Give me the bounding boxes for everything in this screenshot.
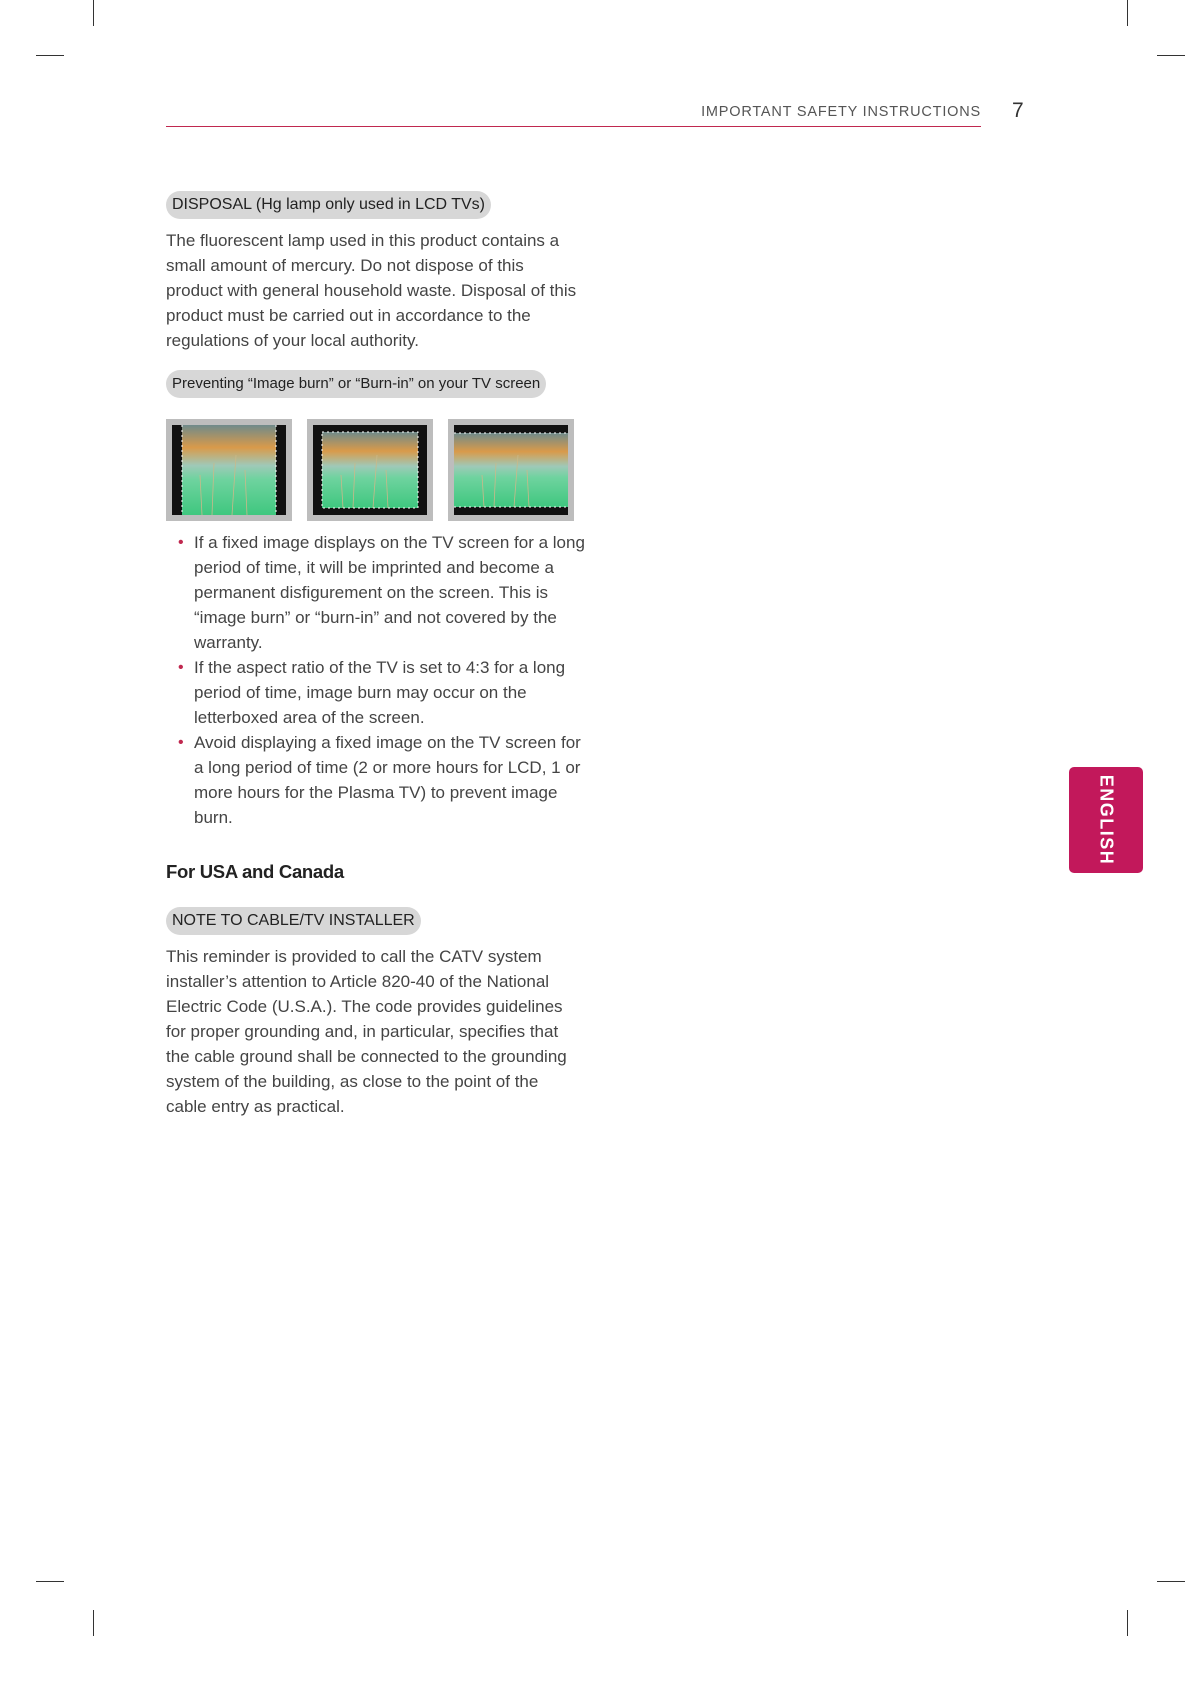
burn-in-heading: Preventing “Image burn” or “Burn-in” on your TV screen bbox=[166, 370, 546, 398]
cable-installer-heading: NOTE TO CABLE/TV INSTALLER bbox=[166, 907, 421, 935]
list-item: • If a fixed image displays on the TV screen for a long period of time, it will be imprinted and become a permanent disfigurement on the screen. This is “image burn” or “burn-in” and not covered by the warranty. bbox=[166, 530, 586, 655]
section-title: IMPORTANT SAFETY INSTRUCTIONS bbox=[701, 104, 981, 120]
crop-mark bbox=[1127, 0, 1128, 26]
disposal-heading: DISPOSAL (Hg lamp only used in LCD TVs) bbox=[166, 191, 491, 219]
disposal-text: The fluorescent lamp used in this product contains a small amount of mercury. Do not dispose of this product with general household waste. Disposal of this product must be carried out in accordance to the regulations of your local authority. bbox=[166, 231, 577, 350]
letterbox-image bbox=[448, 419, 574, 521]
crop-mark bbox=[1157, 1581, 1185, 1582]
window-image bbox=[307, 419, 433, 521]
crop-mark bbox=[1157, 55, 1185, 56]
meadow-scene-image bbox=[313, 425, 427, 515]
pillarbox-image bbox=[166, 419, 292, 521]
meadow-scene-image bbox=[172, 425, 286, 515]
crop-mark bbox=[1127, 1610, 1128, 1636]
language-tab-label: ENGLISH bbox=[1096, 774, 1117, 866]
list-item: • Avoid displaying a fixed image on the TV screen for a long period of time (2 or more hours for LCD, 1 or more hours for the Plasma TV) to prevent image burn. bbox=[166, 730, 586, 830]
burn-in-illustrations bbox=[166, 419, 574, 521]
bullet-icon: • bbox=[178, 659, 184, 676]
page-number: 7 bbox=[1012, 99, 1024, 122]
crop-mark bbox=[36, 55, 64, 56]
cable-installer-text: This reminder is provided to call the CATV system installer’s attention to Article 820-40 of the National Electric Code (U.S.A.). The code provides guidelines for proper grounding and, in particular, specifies that the cable ground shall be connected to the grounding system of the building, as close to the point of the cable entry as practical. bbox=[166, 947, 567, 1116]
bullet-icon: • bbox=[178, 734, 184, 751]
language-tab bbox=[1069, 767, 1143, 873]
crop-mark bbox=[93, 1610, 94, 1636]
crop-mark bbox=[36, 1581, 64, 1582]
crop-mark bbox=[93, 0, 94, 26]
list-item: • If the aspect ratio of the TV is set to 4:3 for a long period of time, image burn may occur on the letterboxed area of the screen. bbox=[166, 655, 586, 730]
meadow-scene-image bbox=[454, 425, 568, 515]
usa-canada-heading: For USA and Canada bbox=[166, 861, 344, 882]
bullet-icon: • bbox=[178, 534, 184, 551]
burn-in-bullet-list bbox=[166, 530, 586, 830]
page-header bbox=[166, 96, 981, 127]
